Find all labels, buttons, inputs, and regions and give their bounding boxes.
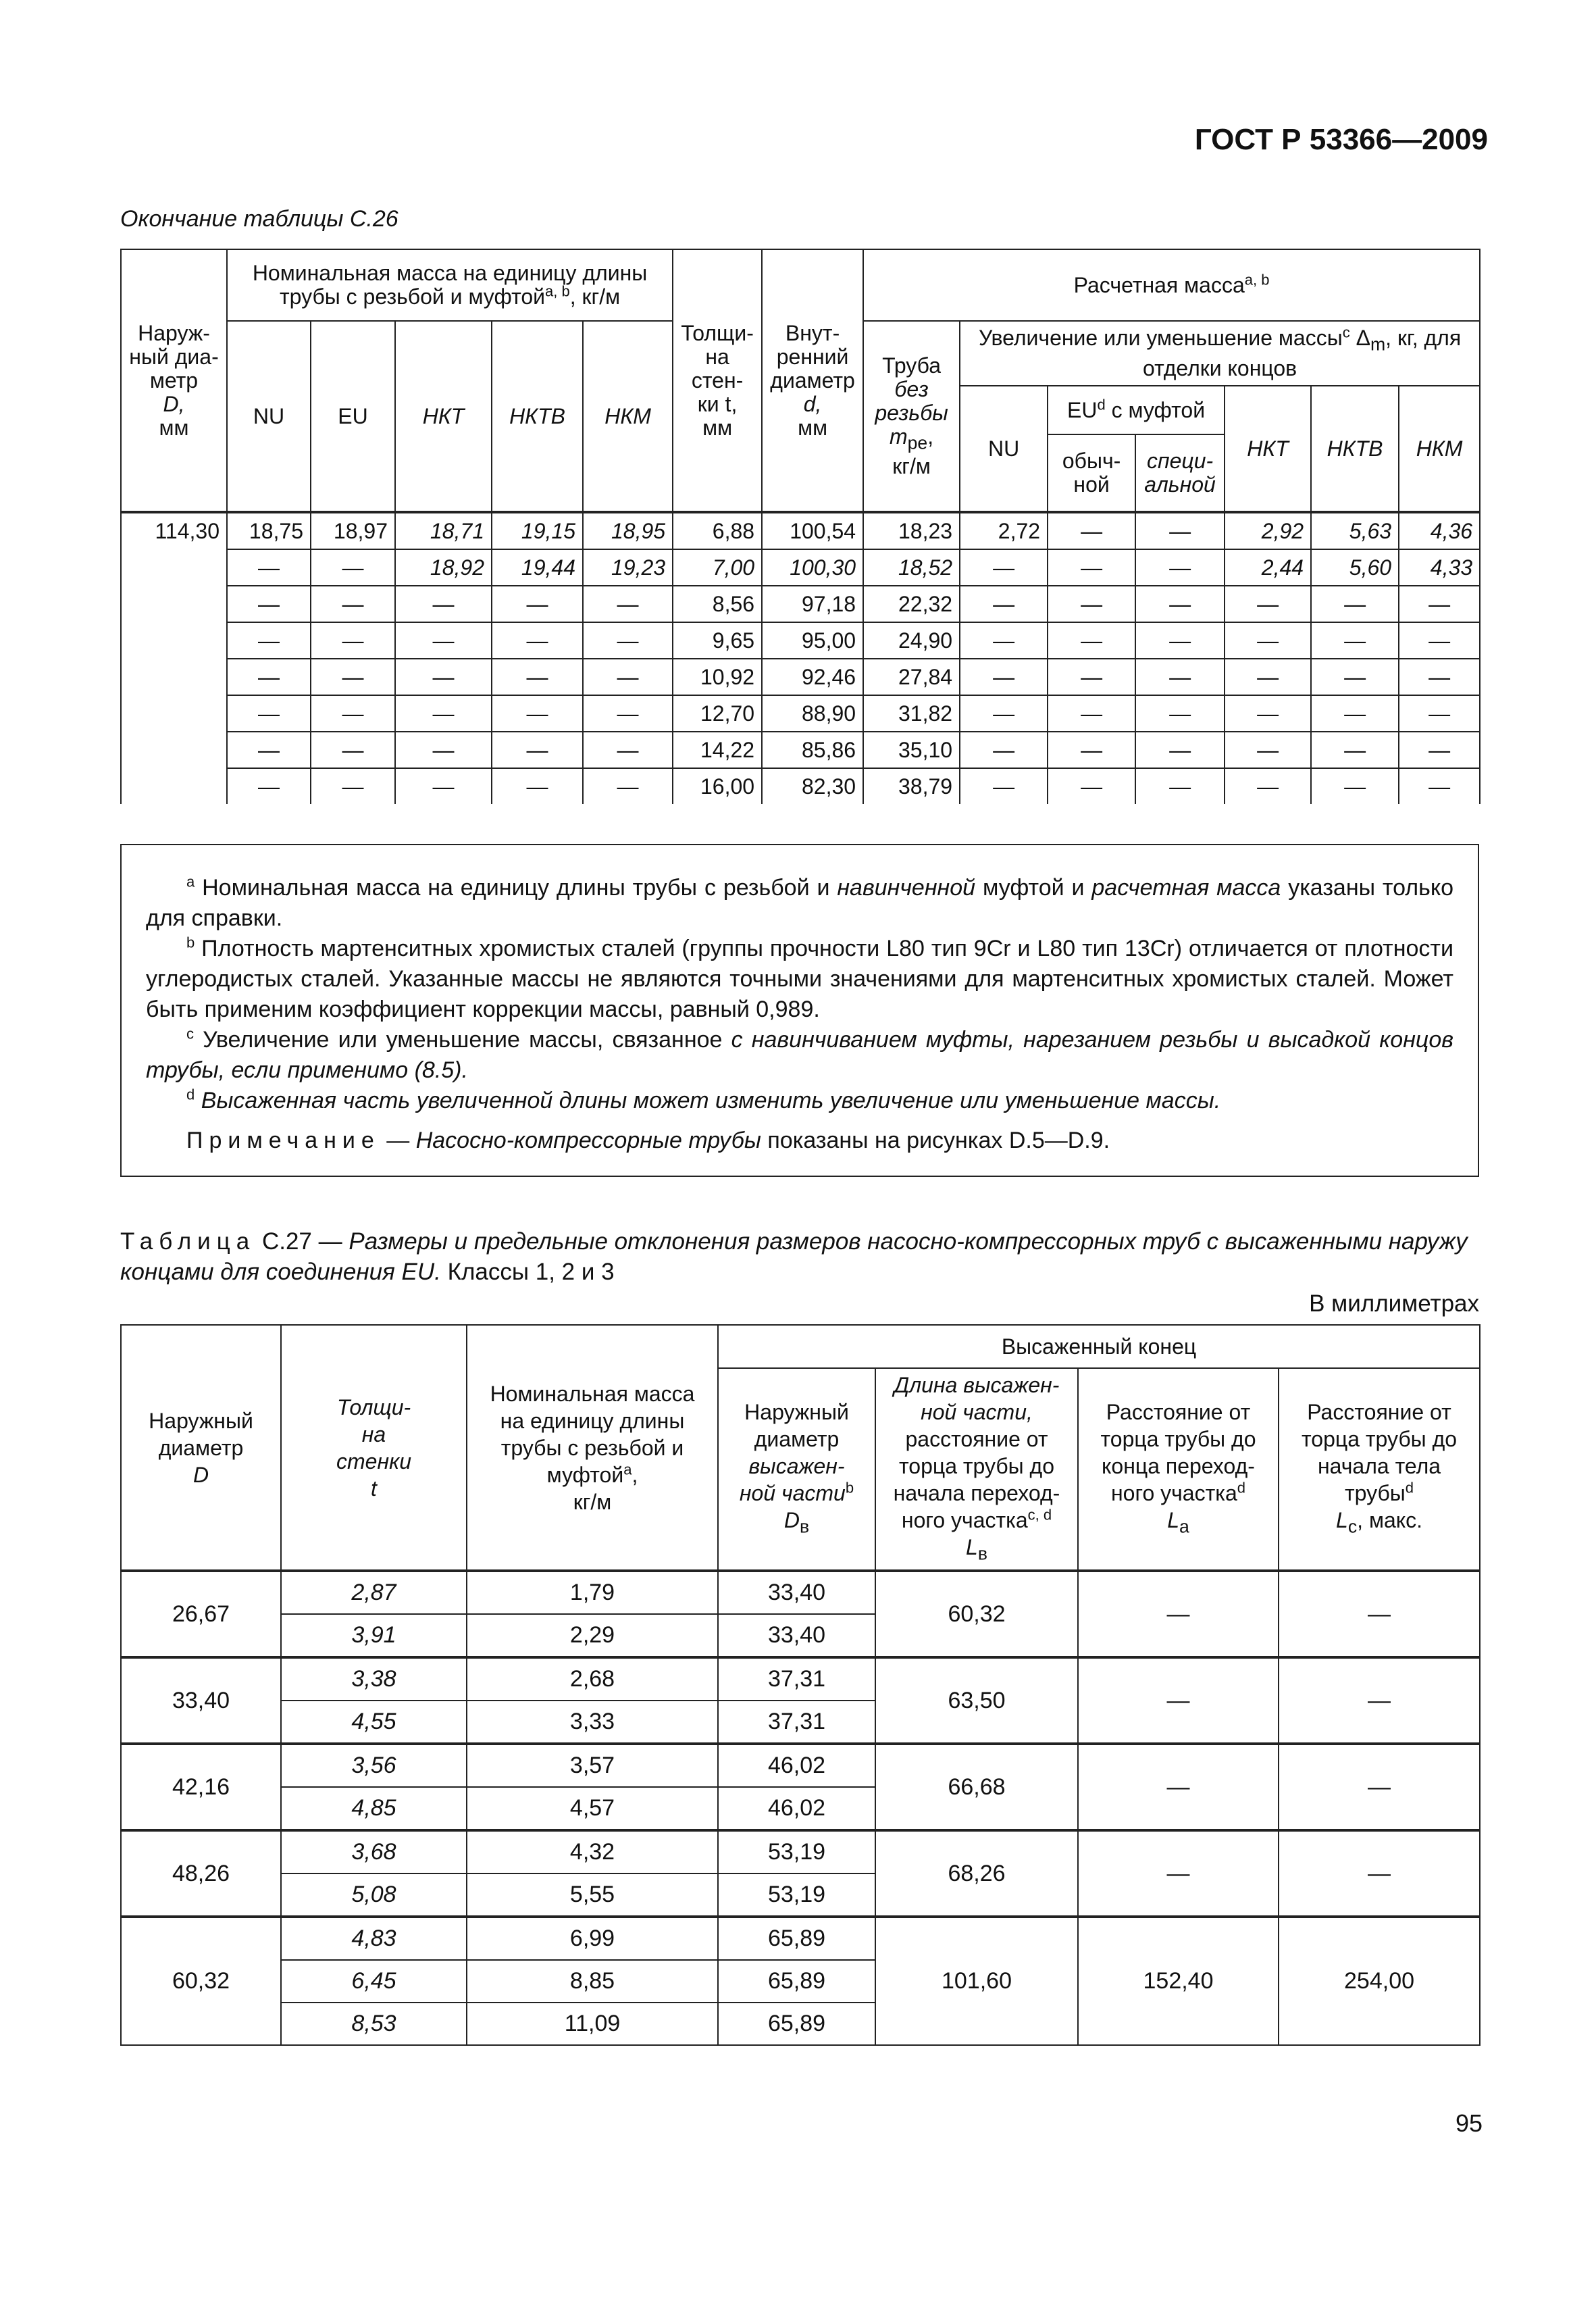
- table-cell: —: [960, 586, 1048, 622]
- header-col-nu: NU: [227, 321, 311, 512]
- table-cell: —: [1399, 732, 1480, 768]
- table-cell: 82,30: [762, 768, 863, 804]
- table-cell: 2,92: [1225, 512, 1311, 549]
- upset-od-cell: 65,89: [718, 2003, 875, 2045]
- table-cell: —: [1399, 622, 1480, 659]
- table-cell: 18,97: [311, 512, 395, 549]
- table-cell: —: [311, 695, 395, 732]
- table-cell: —: [492, 586, 583, 622]
- table-cell: —: [1048, 622, 1135, 659]
- table-cell: 88,90: [762, 695, 863, 732]
- outer-diameter-cell: 60,32: [121, 1917, 281, 2045]
- table-cell: —: [960, 659, 1048, 695]
- table-cell: 18,71: [395, 512, 492, 549]
- table-cell: —: [1135, 512, 1225, 549]
- table-cell: —: [227, 732, 311, 768]
- table2-caption: Таблица С.27 — Размеры и предельные отклонения размеров насосно-компрессорных труб с высаженными наружу концами для соединения EU. Классы 1, 2 и 3: [120, 1228, 1468, 1285]
- table-cell: —: [1311, 622, 1399, 659]
- thickness-cell: 4,55: [281, 1701, 467, 1744]
- thickness-cell: 6,45: [281, 1960, 467, 2003]
- dist-c-cell: —: [1279, 1830, 1480, 1917]
- t2-header-upset-length: Длина высажен- ной части, расстояние от торца трубы до начала переход- ного участка$^{c, d}$ $L_в$: [875, 1368, 1078, 1571]
- table-cell: —: [1135, 695, 1225, 732]
- table-cell: 4,36: [1399, 512, 1480, 549]
- table-cell: 4,33: [1399, 549, 1480, 586]
- table-cell: —: [1048, 695, 1135, 732]
- table-cell: —: [1311, 695, 1399, 732]
- header-special: специ- альной: [1135, 434, 1225, 512]
- t2-header-thickness: Толщи- на стенки t: [281, 1325, 467, 1571]
- upset-od-cell: 53,19: [718, 1873, 875, 1917]
- table-cell: —: [227, 695, 311, 732]
- upset-od-cell: 53,19: [718, 1830, 875, 1873]
- table-cell: —: [1225, 732, 1311, 768]
- header-thickness: Толщи- на стен- ки t, мм: [673, 249, 762, 512]
- t2-header-dist-a: Расстояние от торца трубы до конца переход- ного участка$^d$ $L_a$: [1078, 1368, 1279, 1571]
- table-row: [121, 512, 1480, 549]
- outer-diameter-cell: 33,40: [121, 1657, 281, 1744]
- table-cell: —: [1135, 659, 1225, 695]
- document-code: ГОСТ Р 53366—2009: [1194, 123, 1488, 156]
- footnote-c: $^c$ Увеличение или уменьшение массы, связанное с навинчиванием муфты, нарезанием резьбы и высадкой концов трубы, если применимо (8.5).: [146, 1025, 1454, 1083]
- table-cell: —: [311, 768, 395, 804]
- dist-c-cell: 254,00: [1279, 1917, 1480, 2045]
- table-cell: —: [492, 732, 583, 768]
- dist-a-cell: 152,40: [1078, 1917, 1279, 2045]
- table-cell: —: [1225, 695, 1311, 732]
- table-cell: —: [1048, 732, 1135, 768]
- outer-diameter-cell: 42,16: [121, 1744, 281, 1830]
- table2-units: В миллиметрах: [1309, 1290, 1479, 1317]
- header-col-nkt: НКТ: [395, 321, 492, 512]
- table-cell: —: [583, 659, 673, 695]
- table-cell: —: [492, 659, 583, 695]
- nominal-mass-cell: 4,32: [467, 1830, 718, 1873]
- upset-length-cell: 66,68: [875, 1744, 1078, 1830]
- table-cell: —: [395, 622, 492, 659]
- table-row: [121, 622, 1480, 659]
- table-row: [121, 1571, 1480, 1614]
- t2-header-outer-diameter: Наружный диаметр D: [121, 1325, 281, 1571]
- table-cell: —: [1135, 622, 1225, 659]
- table-cell: —: [1225, 659, 1311, 695]
- table-cell: —: [583, 622, 673, 659]
- table-cell: —: [1399, 586, 1480, 622]
- nominal-mass-cell: 1,79: [467, 1571, 718, 1614]
- table-cell: 95,00: [762, 622, 863, 659]
- table-row: [121, 1744, 1480, 1787]
- header-nominal-mass: Номинальная масса на единицу длины трубы с резьбой и муфтой$^{a, b}$, кг/м: [227, 249, 673, 321]
- header-col-nkm: НКМ: [583, 321, 673, 512]
- nominal-mass-cell: 3,57: [467, 1744, 718, 1787]
- dist-a-cell: —: [1078, 1830, 1279, 1917]
- table-cell: —: [492, 768, 583, 804]
- t2-header-upset-od: Наружный диаметр высажен- ной части$^b$ $D_в$: [718, 1368, 875, 1571]
- dist-c-cell: —: [1279, 1571, 1480, 1657]
- upset-length-cell: 63,50: [875, 1657, 1078, 1744]
- upset-od-cell: 65,89: [718, 1960, 875, 2003]
- footnote-a: $^a$ Номинальная масса на единицу длины трубы с резьбой и навинченной муфтой и расчетная масса указаны только для справки.: [146, 873, 1453, 931]
- header-calc-mass: Расчетная масса$^{a, b}$: [863, 249, 1480, 321]
- table-cell: 35,10: [863, 732, 960, 768]
- upset-length-cell: 68,26: [875, 1830, 1078, 1917]
- upset-od-cell: 46,02: [718, 1744, 875, 1787]
- nominal-mass-cell: 5,55: [467, 1873, 718, 1917]
- header-eu-coupling: $EU^d$ с муфтой: [1048, 386, 1225, 434]
- nominal-mass-cell: 8,85: [467, 1960, 718, 2003]
- table-cell: —: [1048, 512, 1135, 549]
- table-cell: 38,79: [863, 768, 960, 804]
- header-change-nkt: НКТ: [1225, 386, 1311, 512]
- table-cell: —: [311, 622, 395, 659]
- table-cell: —: [311, 659, 395, 695]
- table-cell: 7,00: [673, 549, 762, 586]
- upset-od-cell: 37,31: [718, 1701, 875, 1744]
- table-c26-end: [120, 249, 1481, 804]
- table-cell: 27,84: [863, 659, 960, 695]
- table-cell: —: [960, 768, 1048, 804]
- table-cell: —: [583, 732, 673, 768]
- table-cell: 18,92: [395, 549, 492, 586]
- table-cell: —: [583, 695, 673, 732]
- thickness-cell: 5,08: [281, 1873, 467, 1917]
- table-cell: 97,18: [762, 586, 863, 622]
- table-cell: —: [395, 768, 492, 804]
- table-cell: —: [492, 695, 583, 732]
- table-cell: —: [1311, 659, 1399, 695]
- table-cell: 85,86: [762, 732, 863, 768]
- table-cell: 19,23: [583, 549, 673, 586]
- nominal-mass-cell: 6,99: [467, 1917, 718, 1960]
- thickness-cell: 4,83: [281, 1917, 467, 1960]
- table-cell: —: [227, 586, 311, 622]
- table-cell: —: [1399, 768, 1480, 804]
- table-cell: 2,44: [1225, 549, 1311, 586]
- table-cell: —: [583, 586, 673, 622]
- table-cell: —: [960, 732, 1048, 768]
- header-regular: обыч- ной: [1048, 434, 1135, 512]
- table-cell: —: [960, 695, 1048, 732]
- table1-footnotes: [120, 844, 1479, 1177]
- dist-a-cell: —: [1078, 1657, 1279, 1744]
- table-cell: 5,63: [1311, 512, 1399, 549]
- table-cell: —: [960, 549, 1048, 586]
- header-diameter: Наруж- ный диа- метр D, мм: [121, 249, 227, 512]
- nominal-mass-cell: 2,29: [467, 1614, 718, 1657]
- nominal-mass-cell: 11,09: [467, 2003, 718, 2045]
- thickness-cell: 3,38: [281, 1657, 467, 1701]
- header-inner-diameter: Внут- ренний диаметр d, мм: [762, 249, 863, 512]
- thickness-cell: 8,53: [281, 2003, 467, 2045]
- thickness-cell: 3,91: [281, 1614, 467, 1657]
- table-cell: —: [1399, 659, 1480, 695]
- table-cell: 22,32: [863, 586, 960, 622]
- table-cell: —: [395, 695, 492, 732]
- table-cell: —: [227, 622, 311, 659]
- table-cell: —: [1225, 622, 1311, 659]
- header-col-nktv: НКТВ: [492, 321, 583, 512]
- table-cell: —: [1135, 732, 1225, 768]
- thickness-cell: 4,85: [281, 1787, 467, 1830]
- table-row: [121, 732, 1480, 768]
- outer-diameter-cell: 48,26: [121, 1830, 281, 1917]
- page-number: 95: [1455, 2109, 1483, 2137]
- table1-caption: Окончание таблицы С.26: [120, 206, 398, 232]
- footnote-d: $^d$ Высаженная часть увеличенной длины может изменить увеличение или уменьшение массы.: [186, 1086, 1221, 1113]
- table-cell: 92,46: [762, 659, 863, 695]
- table-row: [121, 768, 1480, 804]
- table-cell: 100,30: [762, 549, 863, 586]
- table-row: [121, 549, 1480, 586]
- table-cell: 16,00: [673, 768, 762, 804]
- header-change-nkm: НКМ: [1399, 386, 1480, 512]
- table1-note: Примечание — Насосно-компрессорные трубы показаны на рисунках D.5—D.9.: [186, 1128, 1110, 1153]
- header-change: Увеличение или уменьшение массы$^c$ $\Delta_m$, кг, для отделки концов: [960, 321, 1480, 386]
- upset-od-cell: 37,31: [718, 1657, 875, 1701]
- table-cell: 12,70: [673, 695, 762, 732]
- table-cell: —: [1399, 695, 1480, 732]
- upset-od-cell: 65,89: [718, 1917, 875, 1960]
- table-cell: 19,15: [492, 512, 583, 549]
- table-cell: 31,82: [863, 695, 960, 732]
- table-cell: —: [492, 622, 583, 659]
- table-cell: 18,95: [583, 512, 673, 549]
- table-cell: —: [1311, 586, 1399, 622]
- table-cell: —: [1048, 659, 1135, 695]
- table-cell: 6,88: [673, 512, 762, 549]
- dist-a-cell: —: [1078, 1571, 1279, 1657]
- diameter-cell: 114,30: [121, 512, 227, 804]
- table-cell: —: [1311, 732, 1399, 768]
- header-pipe-no-thread: Труба без резьбы $m_{pe}$, кг/м: [863, 321, 960, 512]
- table-cell: 18,23: [863, 512, 960, 549]
- nominal-mass-cell: 4,57: [467, 1787, 718, 1830]
- table-cell: 5,60: [1311, 549, 1399, 586]
- table-cell: —: [311, 549, 395, 586]
- table-cell: —: [227, 659, 311, 695]
- header-col-eu: EU: [311, 321, 395, 512]
- table-cell: —: [227, 768, 311, 804]
- table-cell: 2,72: [960, 512, 1048, 549]
- dist-c-cell: —: [1279, 1657, 1480, 1744]
- table-row: [121, 1830, 1480, 1873]
- table-cell: 24,90: [863, 622, 960, 659]
- footnote-b: $^b$ Плотность мартенситных хромистых сталей (группы прочности L80 тип 9Cr и L80 тип 13Cr) отличается от плотности углеродистых сталей. Указанные массы не являются точными значениями для мартенситных хромистых сталей. Может быть применим коэффициент коррекции массы, равный 0,989.: [146, 934, 1453, 1022]
- upset-length-cell: 101,60: [875, 1917, 1078, 2045]
- table-cell: —: [1225, 586, 1311, 622]
- t2-header-dist-c: Расстояние от торца трубы до начала тела трубы$^d$ $L_c$, макс.: [1279, 1368, 1480, 1571]
- upset-length-cell: 60,32: [875, 1571, 1078, 1657]
- dist-c-cell: —: [1279, 1744, 1480, 1830]
- dist-a-cell: —: [1078, 1744, 1279, 1830]
- table-cell: —: [960, 622, 1048, 659]
- table-cell: —: [311, 586, 395, 622]
- thickness-cell: 3,68: [281, 1830, 467, 1873]
- table-cell: 100,54: [762, 512, 863, 549]
- t2-header-nominal-mass: Номинальная масса на единицу длины трубы с резьбой и муфтой$^a$, кг/м: [467, 1325, 718, 1571]
- table-cell: —: [227, 549, 311, 586]
- table-cell: —: [1135, 586, 1225, 622]
- table-cell: 19,44: [492, 549, 583, 586]
- table-cell: —: [395, 732, 492, 768]
- t2-header-upset-end: Высаженный конец: [718, 1325, 1480, 1368]
- table-cell: —: [1311, 768, 1399, 804]
- table-cell: —: [1048, 586, 1135, 622]
- header-change-nu: NU: [960, 386, 1048, 512]
- table-row: [121, 659, 1480, 695]
- table-cell: 18,52: [863, 549, 960, 586]
- outer-diameter-cell: 26,67: [121, 1571, 281, 1657]
- table-cell: —: [1225, 768, 1311, 804]
- table-cell: 18,75: [227, 512, 311, 549]
- table-cell: —: [395, 586, 492, 622]
- table-row: [121, 695, 1480, 732]
- table-cell: —: [583, 768, 673, 804]
- table-cell: 10,92: [673, 659, 762, 695]
- thickness-cell: 3,56: [281, 1744, 467, 1787]
- table-cell: —: [1135, 768, 1225, 804]
- table-cell: 9,65: [673, 622, 762, 659]
- thickness-cell: 2,87: [281, 1571, 467, 1614]
- table-row: [121, 1657, 1480, 1701]
- upset-od-cell: 33,40: [718, 1571, 875, 1614]
- nominal-mass-cell: 2,68: [467, 1657, 718, 1701]
- upset-od-cell: 33,40: [718, 1614, 875, 1657]
- table-c27: [120, 1324, 1481, 2046]
- table-cell: —: [311, 732, 395, 768]
- table-cell: —: [1048, 768, 1135, 804]
- table-cell: 8,56: [673, 586, 762, 622]
- table-row: [121, 586, 1480, 622]
- table-cell: —: [1048, 549, 1135, 586]
- nominal-mass-cell: 3,33: [467, 1701, 718, 1744]
- table-cell: 14,22: [673, 732, 762, 768]
- table-cell: —: [395, 659, 492, 695]
- header-change-nktv: НКТВ: [1311, 386, 1399, 512]
- table-row: [121, 1917, 1480, 1960]
- table-cell: —: [1135, 549, 1225, 586]
- upset-od-cell: 46,02: [718, 1787, 875, 1830]
